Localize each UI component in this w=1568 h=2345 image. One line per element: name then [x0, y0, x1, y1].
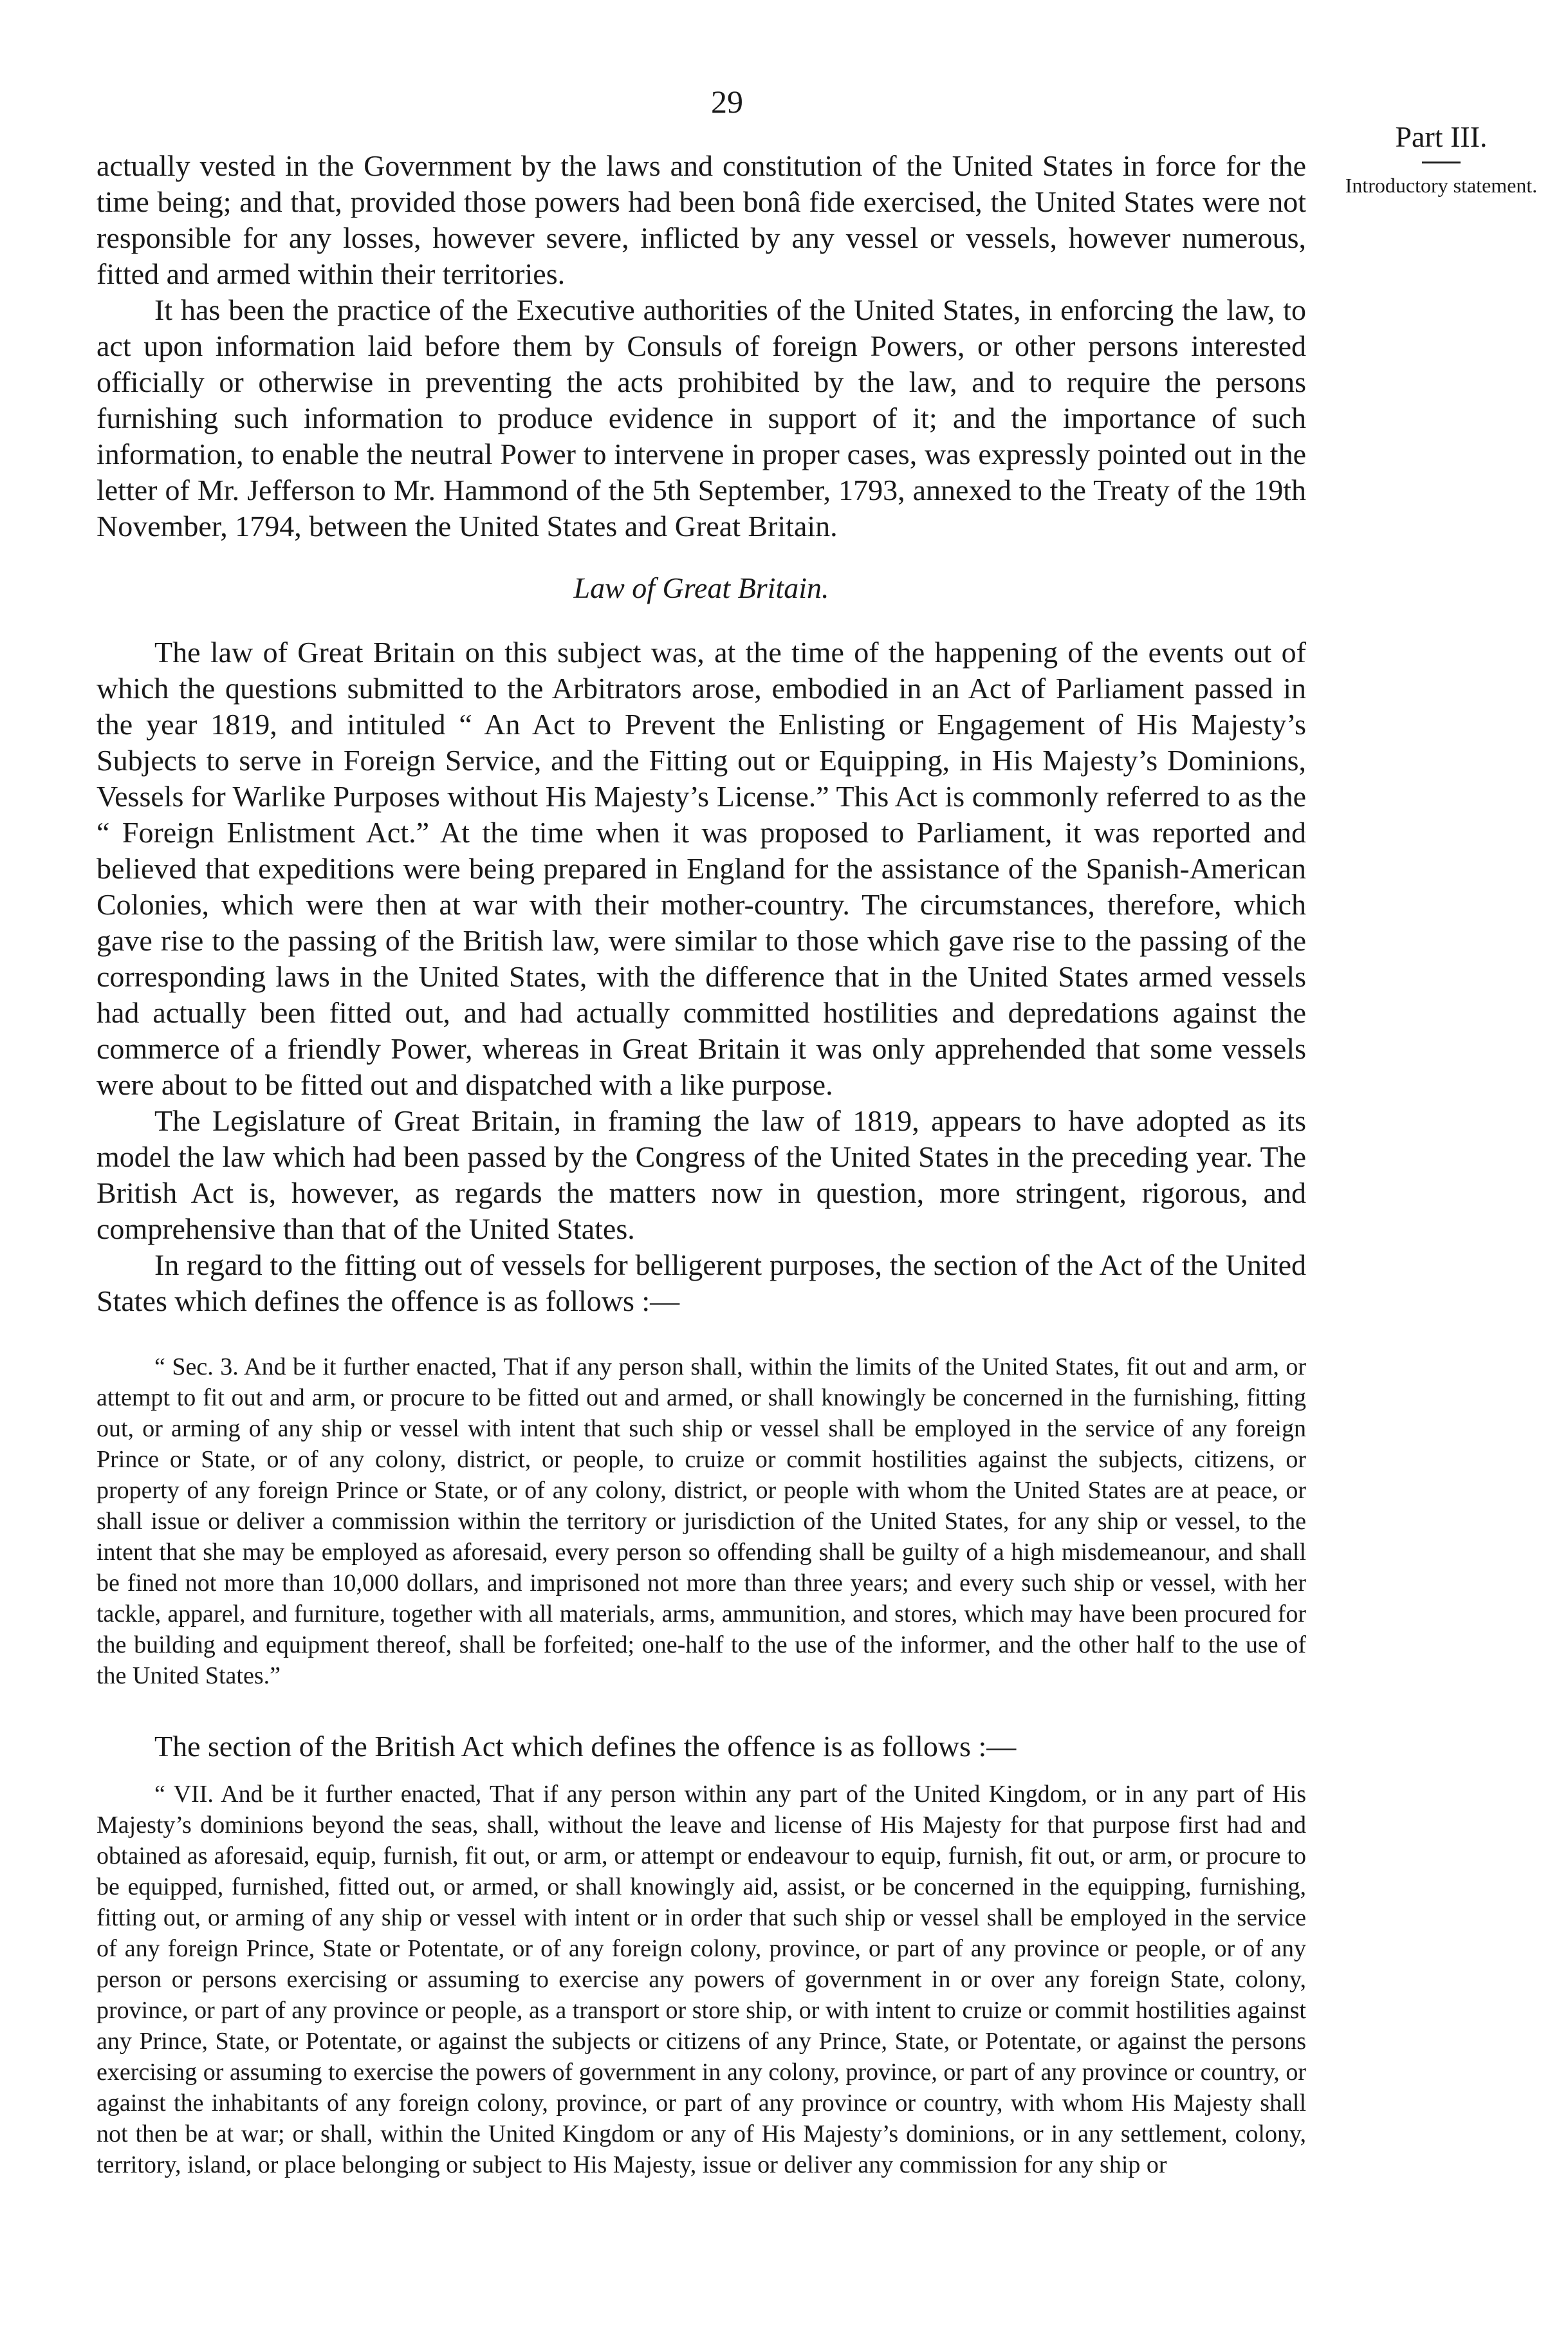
margin-note-introductory-statement: Introductory statement.	[1345, 174, 1538, 197]
quote-british-act-section-7: “ VII. And be it further enacted, That if any person within any part of the United Kingdom, or in any part of His Majesty’s dominions beyond the seas, shall, without the leave and license of His Majesty for that purpose first had and obtained as aforesaid, equip, furnish, fit out, or arm, or attempt or endeavour to equip, furnish, fit out, or arm, or procure to be equipped, furnished, fitted out, or armed, or shall knowingly aid, assist, or be concerned in the equipping, furnishing, fitting out, or arming of any ship or vessel with intent or in order that such ship or vessel shall be employed in the service of any foreign Prince, State or Potentate, or of any foreign colony, province, or part of any province or people, or of any person or persons exercising or assuming to exercise any powers of government in or over any foreign State, colony, province, or part of any province or people, as a transport or store ship, or with intent to cruize or commit hostilities against any Prince, State, or Potentate, or against the subjects or citizens of any Prince, State, or Potentate, or against the persons exercising or assuming to exercise the powers of government in any colony, province, or part of any province or country, or against the inhabitants of any foreign colony, province, or part of any province or country, with whom His Majesty shall not then be at war; or shall, within the United Kingdom or any of His Majesty’s dominions, or in any settlement, colony, territory, island, or place belonging or subject to His Majesty, issue or deliver any commission for any ship or	[97, 1781, 1306, 2178]
paragraph-foreign-enlistment-act: The law of Great Britain on this subject was, at the time of the happening of the events out of which the questions submitted to the Arbitrators arose, embodied in an Act of Parliament passed in the year 1819, and intituled “ An Act to Prevent the Enlisting or Engagement of His Majesty’s Subjects to serve in Foreign Service, and the Fitting out or Equipping, in His Majesty’s Dominions, Vessels for Warlike Purposes without His Majesty’s License.” This Act is commonly referred to as the “ Foreign Enlistment Act.” At the time when it was proposed to Parliament, it was reported and believed that expeditions were being prepared in England for the assistance of the Spanish-American Colonies, which were then at war with their mother-country. The circumstances, therefore, which gave rise to the passing of the British law, were similar to those which gave rise to the passing of the corresponding laws in the United States, with the difference that in the United States armed vessels had actually been fitted out, and had actually committed hostilities and depredations against the commerce of a friendly Power, whereas in Great Britain it was only apprehended that some vessels were about to be fitted out and dispatched with a like purpose.	[97, 636, 1306, 1101]
paragraph-british-section-intro: The section of the British Act which defines the offence is as follows :—	[154, 1730, 1017, 1763]
part-label: Part III.	[1395, 120, 1488, 153]
page-body	[97, 148, 1306, 2180]
section-heading-law-of-great-britain: Law of Great Britain.	[573, 571, 829, 604]
paragraph-us-powers: actually vested in the Government by the laws and constitution of the United States in force for the time being; and that, provided those powers had been bonâ fide exercised, the United States were not responsible for any losses, however severe, inflicted by any vessel or vessels, however numerous, fitted and armed within their territories.	[97, 149, 1306, 290]
paragraph-legislature-model: The Legislature of Great Britain, in framing the law of 1819, appears to have adopted as its model the law which had been passed by the Congress of the United States in the preceding year. The British Act is, however, as regards the matters now in question, more stringent, rigorous, and comprehensive than that of the United States.	[97, 1104, 1306, 1245]
margin-notes	[1345, 119, 1538, 198]
quote-us-act-section-3: “ Sec. 3. And be it further enacted, That if any person shall, within the limits of the United States, fit out and arm, or attempt to fit out and arm, or procure to be fitted out and armed, or shall knowingly be concerned in the furnishing, fitting out, or arming of any ship or vessel with intent that such ship or vessel shall be employed in the service of any foreign Prince or State, or of any colony, district, or people, to cruize or commit hostilities against the subjects, citizens, or property of any foreign Prince or State, or of any colony, district, or people with whom the United States are at peace, or shall issue or deliver a commission within the territory or jurisdiction of the United States, for any ship or vessel, to the intent that she may be employed as aforesaid, every person so offending shall be guilty of a high misdemeanour, and shall be fined not more than 10,000 dollars, and imprisoned not more than three years; and every such ship or vessel, with her tackle, apparel, and furniture, together with all materials, arms, ammunition, and stores, which may have been procured for the building and equipment thereof, shall be forfeited; one-half to the use of the informer, and the other half to the use of the United States.”	[97, 1353, 1306, 1689]
page-number: 29	[711, 84, 743, 120]
margin-divider	[1422, 162, 1461, 163]
paragraph-executive-practice: It has been the practice of the Executive authorities of the United States, in enforcing the law, to act upon information laid before them by Consuls of foreign Powers, or other persons interested officially or otherwise in preventing the acts prohibited by the law, and to require the persons furnishing such information to produce evidence in support of it; and the importance of such information, to enable the neutral Power to intervene in proper cases, was expressly pointed out in the letter of Mr. Jefferson to Mr. Hammond of the 5th September, 1793, annexed to the Treaty of the 19th November, 1794, between the United States and Great Britain.	[97, 293, 1306, 542]
paragraph-us-section-intro: In regard to the fitting out of vessels for belligerent purposes, the section of the Act of the United States which defines the offence is as follows :—	[97, 1248, 1306, 1317]
